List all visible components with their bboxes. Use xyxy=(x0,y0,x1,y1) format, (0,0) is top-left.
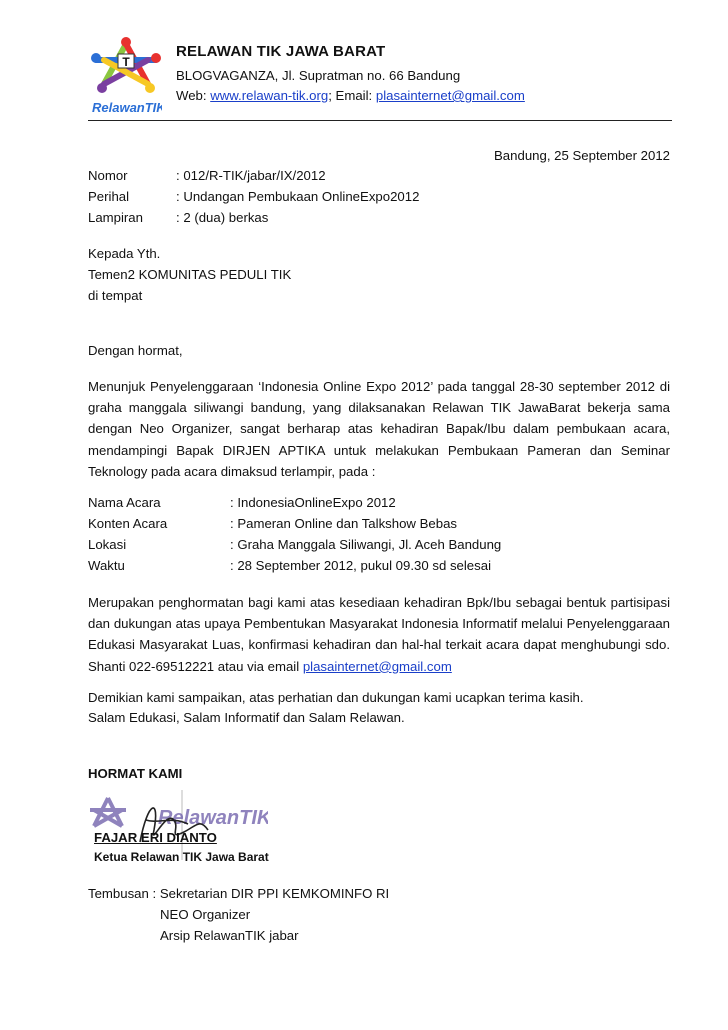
meta-value: : 2 (dua) berkas xyxy=(176,210,269,225)
meta-label: Lampiran xyxy=(88,210,143,225)
letter-date: Bandung, 25 September 2012 xyxy=(494,148,670,163)
meta-label: Perihal xyxy=(88,189,130,204)
email-label: ; Email: xyxy=(328,88,376,103)
meta-perihal xyxy=(88,189,419,204)
logo-letter: T xyxy=(122,55,130,69)
paragraph-text: Merupakan penghormatan bagi kami atas kesediaan kehadiran Bpk/Ibu sebagai bentuk partisipasi dan dukungan atas upaya Pembentukan Masyarakat Indonesia Informatif melalui Penyelenggaraan Edukasi Masyarakat Luas, konfirmasi kehadiran dan hal-hal terkait acara dapat menghubungi sdo. Shanti 022-69512221 atau via email xyxy=(88,595,670,674)
event-value: : Graha Manggala Siliwangi, Jl. Aceh Bandung xyxy=(230,537,502,552)
header-divider xyxy=(88,120,672,121)
contact-email-link[interactable]: plasainternet@gmail.com xyxy=(302,658,452,674)
email-link[interactable]: plasainternet@gmail.com xyxy=(375,88,525,103)
event-row xyxy=(88,537,501,552)
cc-item: Arsip RelawanTIK jabar xyxy=(160,928,299,943)
cc-item: NEO Organizer xyxy=(160,907,251,922)
event-label: Lokasi xyxy=(88,537,127,552)
paragraph-intro: Menunjuk Penyelenggaraan ‘Indonesia Online Expo 2012’ pada tanggal 28-30 september 2012 di graha manggala siliwangi bandung, yang dilaksanakan Relawan TIK JawaBarat bekerja sama dengan Neo Organizer, sangat berharap atas kehadiran Bapak/Ibu dalam pembukaan acara, mendampingi Bapak DIRJEN APTIKA untuk melakukan Pembukaan Pameran dan Seminar Teknology pada acara dimaksud terlampir, pada : xyxy=(88,379,670,479)
event-row xyxy=(88,495,396,510)
event-label: Konten Acara xyxy=(88,516,168,531)
meta-value: : Undangan Pembukaan OnlineExpo2012 xyxy=(176,189,420,204)
signer-name: FAJAR ERI DIANTO xyxy=(94,830,217,845)
signer-title: Ketua Relawan TIK Jawa Barat xyxy=(94,850,269,864)
greeting: Dengan hormat, xyxy=(88,343,183,358)
event-row xyxy=(88,558,491,573)
closing-line: Demikian kami sampaikan, atas perhatian dan dukungan kami ucapkan terima kasih. xyxy=(88,690,584,705)
meta-lampiran xyxy=(88,210,268,225)
stamp-wordmark: RelawanTIK xyxy=(158,807,268,829)
event-value: : Pameran Online dan Talkshow Bebas xyxy=(230,516,458,531)
cc-label: Tembusan : xyxy=(88,886,160,901)
website-link[interactable]: www.relawan-tik.org xyxy=(210,88,329,103)
relawan-tik-logo xyxy=(90,36,162,124)
event-label: Nama Acara xyxy=(88,495,161,510)
logo-wordmark: RelawanTIK xyxy=(92,100,162,115)
event-row xyxy=(88,516,457,531)
closing-line: Salam Edukasi, Salam Informatif dan Salam Relawan. xyxy=(88,710,405,725)
meta-label: Nomor xyxy=(88,168,128,183)
event-value: : 28 September 2012, pukul 09.30 sd selesai xyxy=(230,558,491,573)
recipient-line: Kepada Yth. xyxy=(88,246,161,261)
meta-nomor xyxy=(88,168,326,183)
event-value: : IndonesiaOnlineExpo 2012 xyxy=(230,495,396,510)
cc-item: Sekretarian DIR PPI KEMKOMINFO RI xyxy=(159,886,390,901)
signoff: HORMAT KAMI xyxy=(88,766,183,781)
paragraph-confirmation xyxy=(88,592,670,677)
org-address: BLOGVAGANZA, Jl. Supratman no. 66 Bandung xyxy=(176,68,461,83)
meta-value: : 012/R-TIK/jabar/IX/2012 xyxy=(176,168,326,183)
event-label: Waktu xyxy=(88,558,125,573)
recipient-line: Temen2 KOMUNITAS PEDULI TIK xyxy=(88,267,292,282)
web-label: Web: xyxy=(176,88,211,103)
org-name: RELAWAN TIK JAWA BARAT xyxy=(176,43,386,60)
recipient-line: di tempat xyxy=(88,288,143,303)
cc-line xyxy=(88,886,389,901)
org-contact xyxy=(176,86,525,106)
